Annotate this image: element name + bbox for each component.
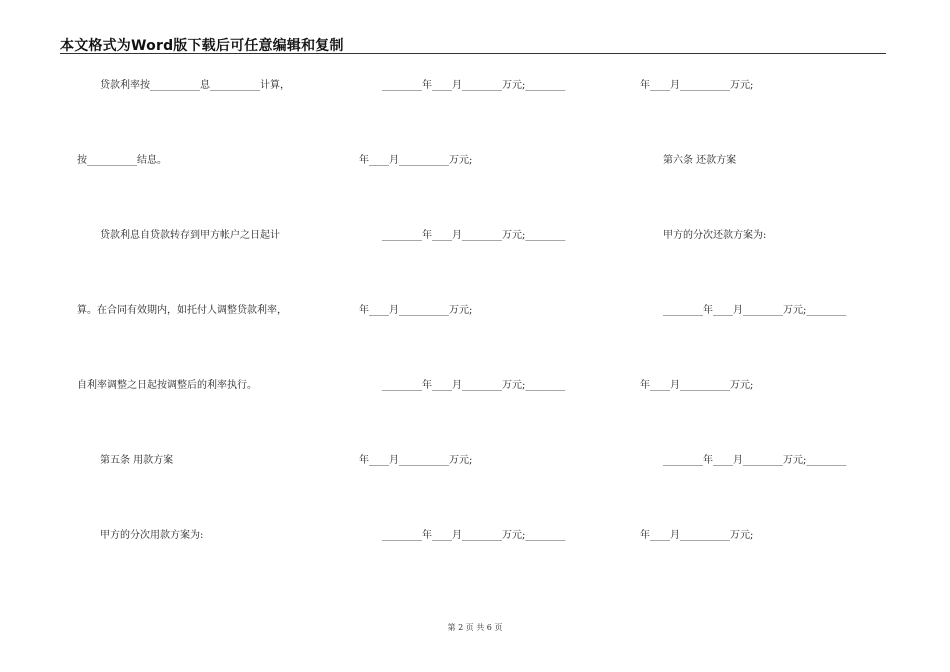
col2-line-5: ________年____月________万元;________ xyxy=(382,380,566,391)
col3-line-1: 年____月__________万元; xyxy=(640,80,754,91)
col1-line-2: 按__________结息。 xyxy=(77,155,167,166)
col2-line-6: 年____月__________万元; xyxy=(359,455,473,466)
page-number-footer: 第 2 页 共 6 页 xyxy=(447,623,503,632)
col1-line-6: 第五条 用款方案 xyxy=(100,455,174,466)
col2-line-4: 年____月__________万元; xyxy=(359,305,473,316)
col2-line-1: ________年____月________万元;________ xyxy=(382,80,566,91)
col3-line-2: 第六条 还款方案 xyxy=(663,155,737,166)
header-rule xyxy=(60,53,886,54)
col1-line-4: 算。在合同有效期内，如托付人调整贷款利率， xyxy=(77,305,287,316)
col1-line-7: 甲方的分次用款方案为: xyxy=(100,530,204,541)
col2-line-3: ________年____月________万元;________ xyxy=(382,230,566,241)
col1-line-5: 自利率调整之日起按调整后的利率执行。 xyxy=(77,380,257,391)
col1-line-3: 贷款利息自贷款转存到甲方帐户之日起计 xyxy=(100,230,280,241)
document-header-title: 本文格式为Word版下载后可任意编辑和复制 xyxy=(60,38,344,54)
col3-line-5: 年____月__________万元; xyxy=(640,380,754,391)
col3-line-3: 甲方的分次还款方案为: xyxy=(663,230,767,241)
col2-line-2: 年____月__________万元; xyxy=(359,155,473,166)
col2-line-7: ________年____月________万元;________ xyxy=(382,530,566,541)
col3-line-7: 年____月__________万元; xyxy=(640,530,754,541)
col3-line-6: ________年____月________万元;________ xyxy=(663,455,847,466)
col3-line-4: ________年____月________万元;________ xyxy=(663,305,847,316)
col1-line-1: 贷款利率按__________息__________计算， xyxy=(100,80,290,91)
